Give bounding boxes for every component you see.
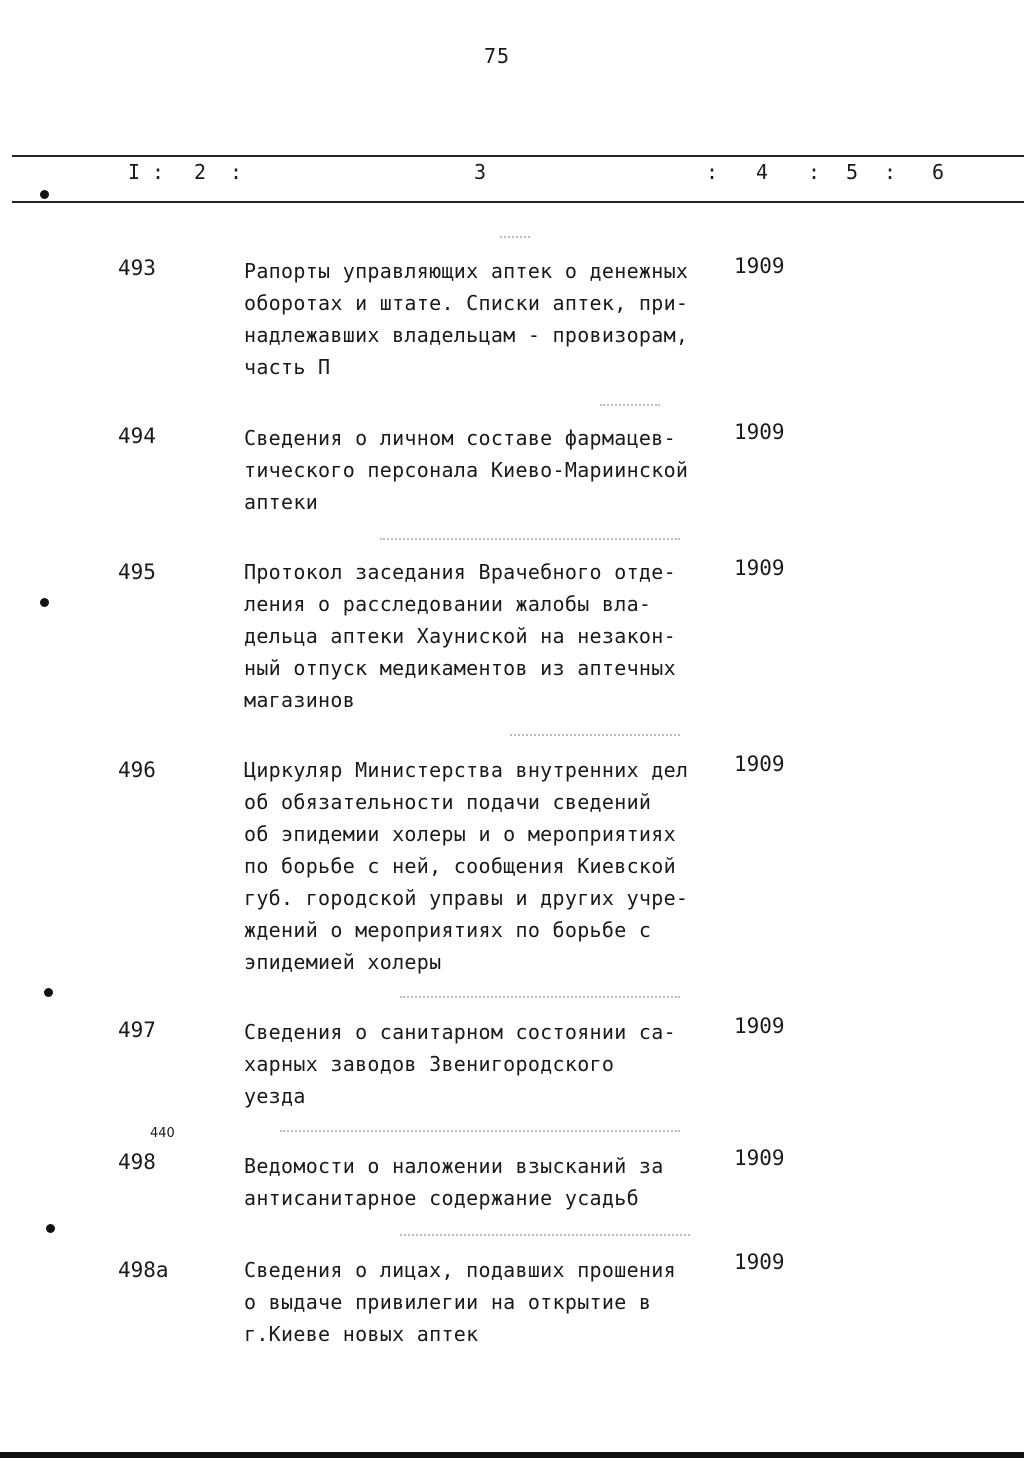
scan-artifact bbox=[510, 734, 680, 738]
entry-year: 1909 bbox=[734, 1250, 785, 1274]
scan-artifact bbox=[400, 1234, 690, 1238]
scan-artifact bbox=[280, 1130, 680, 1134]
header-col-2: 2 bbox=[194, 160, 207, 184]
header-col-3: 3 bbox=[474, 160, 487, 184]
binder-hole-mark bbox=[44, 988, 53, 997]
header-col-6: 6 bbox=[932, 160, 945, 184]
header-separator: : bbox=[230, 160, 243, 184]
header-bottom-rule bbox=[12, 201, 1024, 203]
entry-description: Сведения о санитарном состоянии са- харных заводов Звенигородского уезда bbox=[244, 1020, 676, 1108]
header-separator: : bbox=[808, 160, 821, 184]
entry-description: Протокол заседания Врачебного отде- ления о расследовании жалобы вла- дельца аптеки Хауниской на незакон- ный отпуск медикаментов из аптечных магазинов bbox=[244, 560, 676, 712]
entry-description: Сведения о личном составе фармацев- тического персонала Киево-Мариинской аптеки bbox=[244, 426, 689, 514]
page-number: 75 bbox=[484, 44, 511, 68]
header-separator: : bbox=[152, 160, 165, 184]
entry-description: Рапорты управляющих аптек о денежных оборотах и штате. Списки аптек, при- надлежавших владельцам - провизорам, часть П bbox=[244, 259, 689, 379]
header-col-5: 5 bbox=[846, 160, 859, 184]
entry-description: Сведения о лицах, подавших прошения о выдаче привилегии на открытие в г.Киеве новых аптек bbox=[244, 1258, 676, 1346]
scan-artifact bbox=[600, 404, 660, 408]
entry-year: 1909 bbox=[734, 556, 785, 580]
entry-number: 498а bbox=[118, 1258, 169, 1282]
entry-description: Ведомости о наложении взысканий за антисанитарное содержание усадьб bbox=[244, 1154, 664, 1210]
scan-artifact bbox=[500, 236, 530, 240]
entry-year: 1909 bbox=[734, 1014, 785, 1038]
entry-year: 1909 bbox=[734, 420, 785, 444]
scan-bottom-edge bbox=[0, 1452, 1024, 1458]
entry-number: 495 bbox=[118, 560, 156, 584]
binder-hole-mark bbox=[40, 598, 49, 607]
entry-number: 493 bbox=[118, 256, 156, 280]
header-top-rule bbox=[12, 155, 1024, 157]
binder-hole-mark bbox=[40, 190, 49, 199]
header-separator: : bbox=[706, 160, 719, 184]
entry-year: 1909 bbox=[734, 1146, 785, 1170]
header-col-1: I bbox=[128, 160, 141, 184]
entry-number: 494 bbox=[118, 424, 156, 448]
handwritten-note: 440 bbox=[150, 1126, 175, 1141]
entry-year: 1909 bbox=[734, 752, 785, 776]
scan-artifact bbox=[400, 996, 680, 1000]
header-separator: : bbox=[884, 160, 897, 184]
scan-artifact bbox=[380, 538, 680, 542]
header-col-4: 4 bbox=[756, 160, 769, 184]
entry-year: 1909 bbox=[734, 254, 785, 278]
entry-number: 497 bbox=[118, 1018, 156, 1042]
entry-number: 496 bbox=[118, 758, 156, 782]
entry-number: 498 bbox=[118, 1150, 156, 1174]
binder-hole-mark bbox=[46, 1224, 55, 1233]
entry-description: Циркуляр Министерства внутренних дел об обязательности подачи сведений об эпидемии холеры и о мероприятиях по борьбе с ней, сообщения Киевской губ. городской управы и других учре- ждений о мероприятиях по борьбе с эпидемией холеры bbox=[244, 758, 689, 974]
